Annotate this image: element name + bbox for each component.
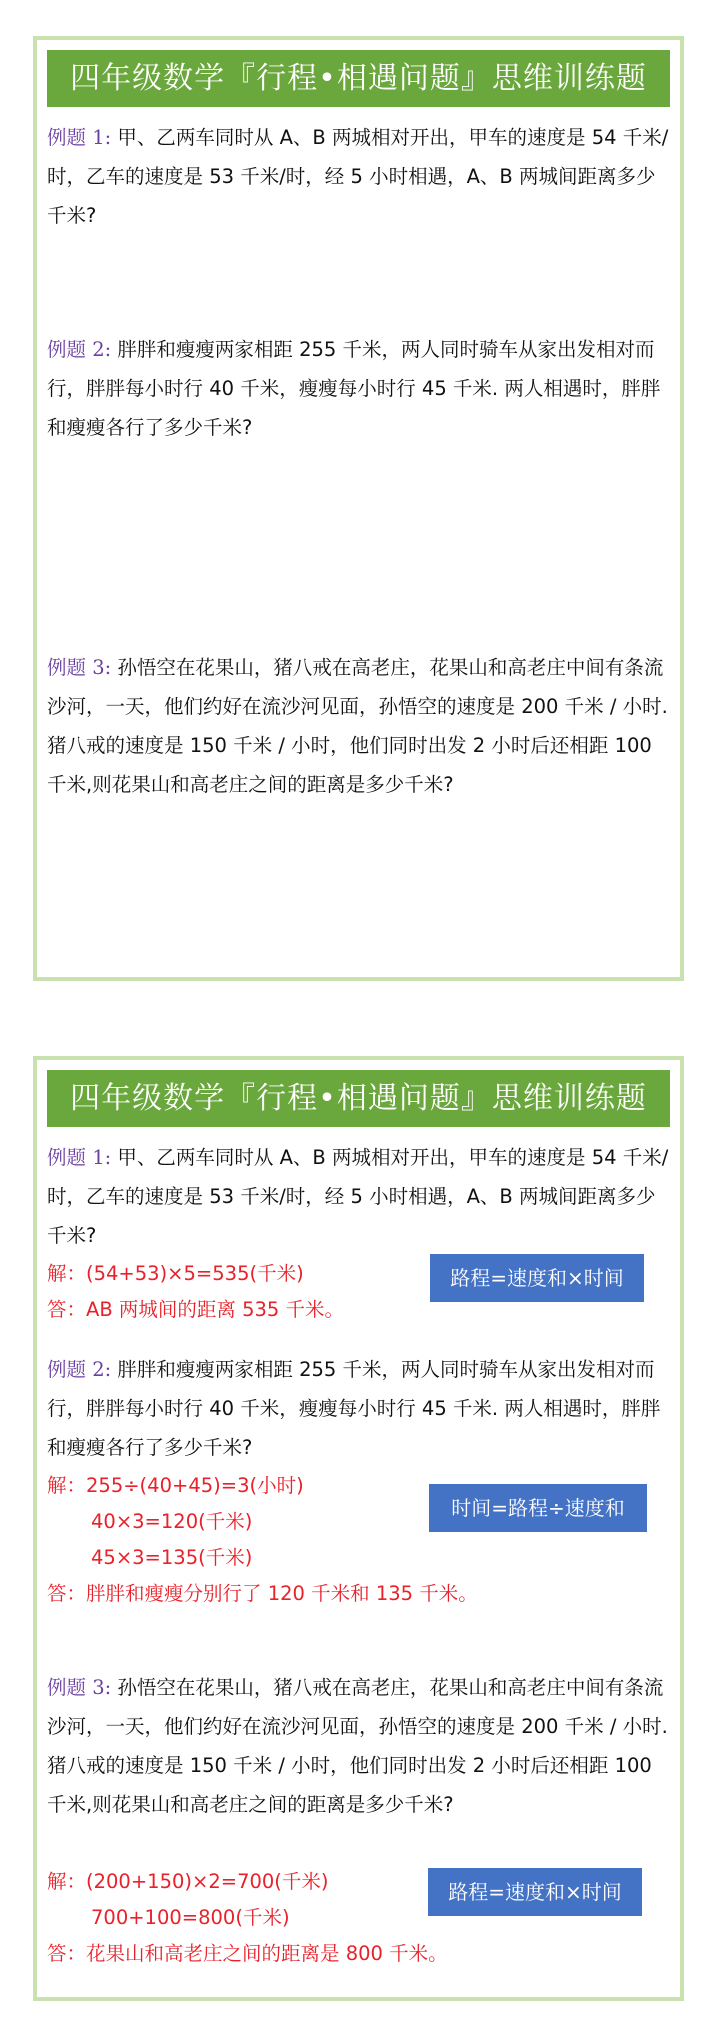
worksheet-card-questions <box>33 36 684 981</box>
solution-1-step: 解：(54+53)×5=535(千米) <box>47 1262 304 1285</box>
solution-3-step: 700+100=800(千米) <box>91 1906 290 1929</box>
solution-2-step: 解：255÷(40+45)=3(小时) <box>47 1474 304 1497</box>
solution-2-answer: 答：胖胖和瘦瘦分别行了 120 千米和 135 千米。 <box>47 1582 478 1605</box>
problem-text: 胖胖和瘦瘦两家相距 255 千米，两人同时骑车从家出发相对而行，胖胖每小时行 40 千米，瘦瘦每小时行 45 千米. 两人相遇时，胖胖和瘦瘦各行了多少千米? <box>47 338 661 439</box>
problem-text: 胖胖和瘦瘦两家相距 255 千米，两人同时骑车从家出发相对而行，胖胖每小时行 40 千米，瘦瘦每小时行 45 千米. 两人相遇时，胖胖和瘦瘦各行了多少千米? <box>47 1358 661 1459</box>
worksheet-card-solutions <box>33 1056 684 2001</box>
problem-1 <box>47 1138 672 1255</box>
problem-text: 甲、乙两车同时从 A、B 两城相对开出，甲车的速度是 54 千米/时，乙车的速度是 53 千米/时，经 5 小时相遇，A、B 两城间距离多少千米? <box>47 1146 669 1247</box>
solution-3-step: 解：(200+150)×2=700(千米) <box>47 1870 329 1893</box>
problem-1 <box>47 118 672 235</box>
problem-text: 甲、乙两车同时从 A、B 两城相对开出，甲车的速度是 54 千米/时，乙车的速度是 53 千米/时，经 5 小时相遇，A、B 两城间距离多少千米? <box>47 126 669 227</box>
formula-badge-3: 路程=速度和×时间 <box>428 1868 642 1916</box>
worksheet-title: 四年级数学『行程•相遇问题』思维训练题 <box>47 50 670 107</box>
solution-1-answer: 答：AB 两城间的距离 535 千米。 <box>47 1298 345 1321</box>
solution-2-step: 40×3=120(千米) <box>91 1510 253 1533</box>
problem-label: 例题 3: <box>47 1676 112 1699</box>
problem-label: 例题 1: <box>47 126 112 149</box>
problem-3 <box>47 1668 672 1824</box>
problem-label: 例题 2: <box>47 338 112 361</box>
problem-text: 孙悟空在花果山，猪八戒在高老庄，花果山和高老庄中间有条流沙河，一天，他们约好在流沙河见面，孙悟空的速度是 200 千米 / 小时. 猪八戒的速度是 150 千米 / 小时，他们同时出发 2 小时后还相距 100 千米,则花果山和高老庄之间的距离是多少千米? <box>47 1676 668 1816</box>
problem-2 <box>47 1350 672 1467</box>
formula-badge-2: 时间=路程÷速度和 <box>429 1484 647 1532</box>
problem-label: 例题 3: <box>47 656 112 679</box>
solution-2-step: 45×3=135(千米) <box>91 1546 253 1569</box>
problem-label: 例题 1: <box>47 1146 112 1169</box>
formula-badge-1: 路程=速度和×时间 <box>430 1254 644 1302</box>
worksheet-title: 四年级数学『行程•相遇问题』思维训练题 <box>47 1070 670 1127</box>
problem-text: 孙悟空在花果山，猪八戒在高老庄，花果山和高老庄中间有条流沙河，一天，他们约好在流沙河见面，孙悟空的速度是 200 千米 / 小时. 猪八戒的速度是 150 千米 / 小时，他们同时出发 2 小时后还相距 100 千米,则花果山和高老庄之间的距离是多少千米? <box>47 656 668 796</box>
problem-label: 例题 2: <box>47 1358 112 1381</box>
problem-3 <box>47 648 672 804</box>
problem-2 <box>47 330 672 447</box>
solution-3-answer: 答：花果山和高老庄之间的距离是 800 千米。 <box>47 1942 448 1965</box>
